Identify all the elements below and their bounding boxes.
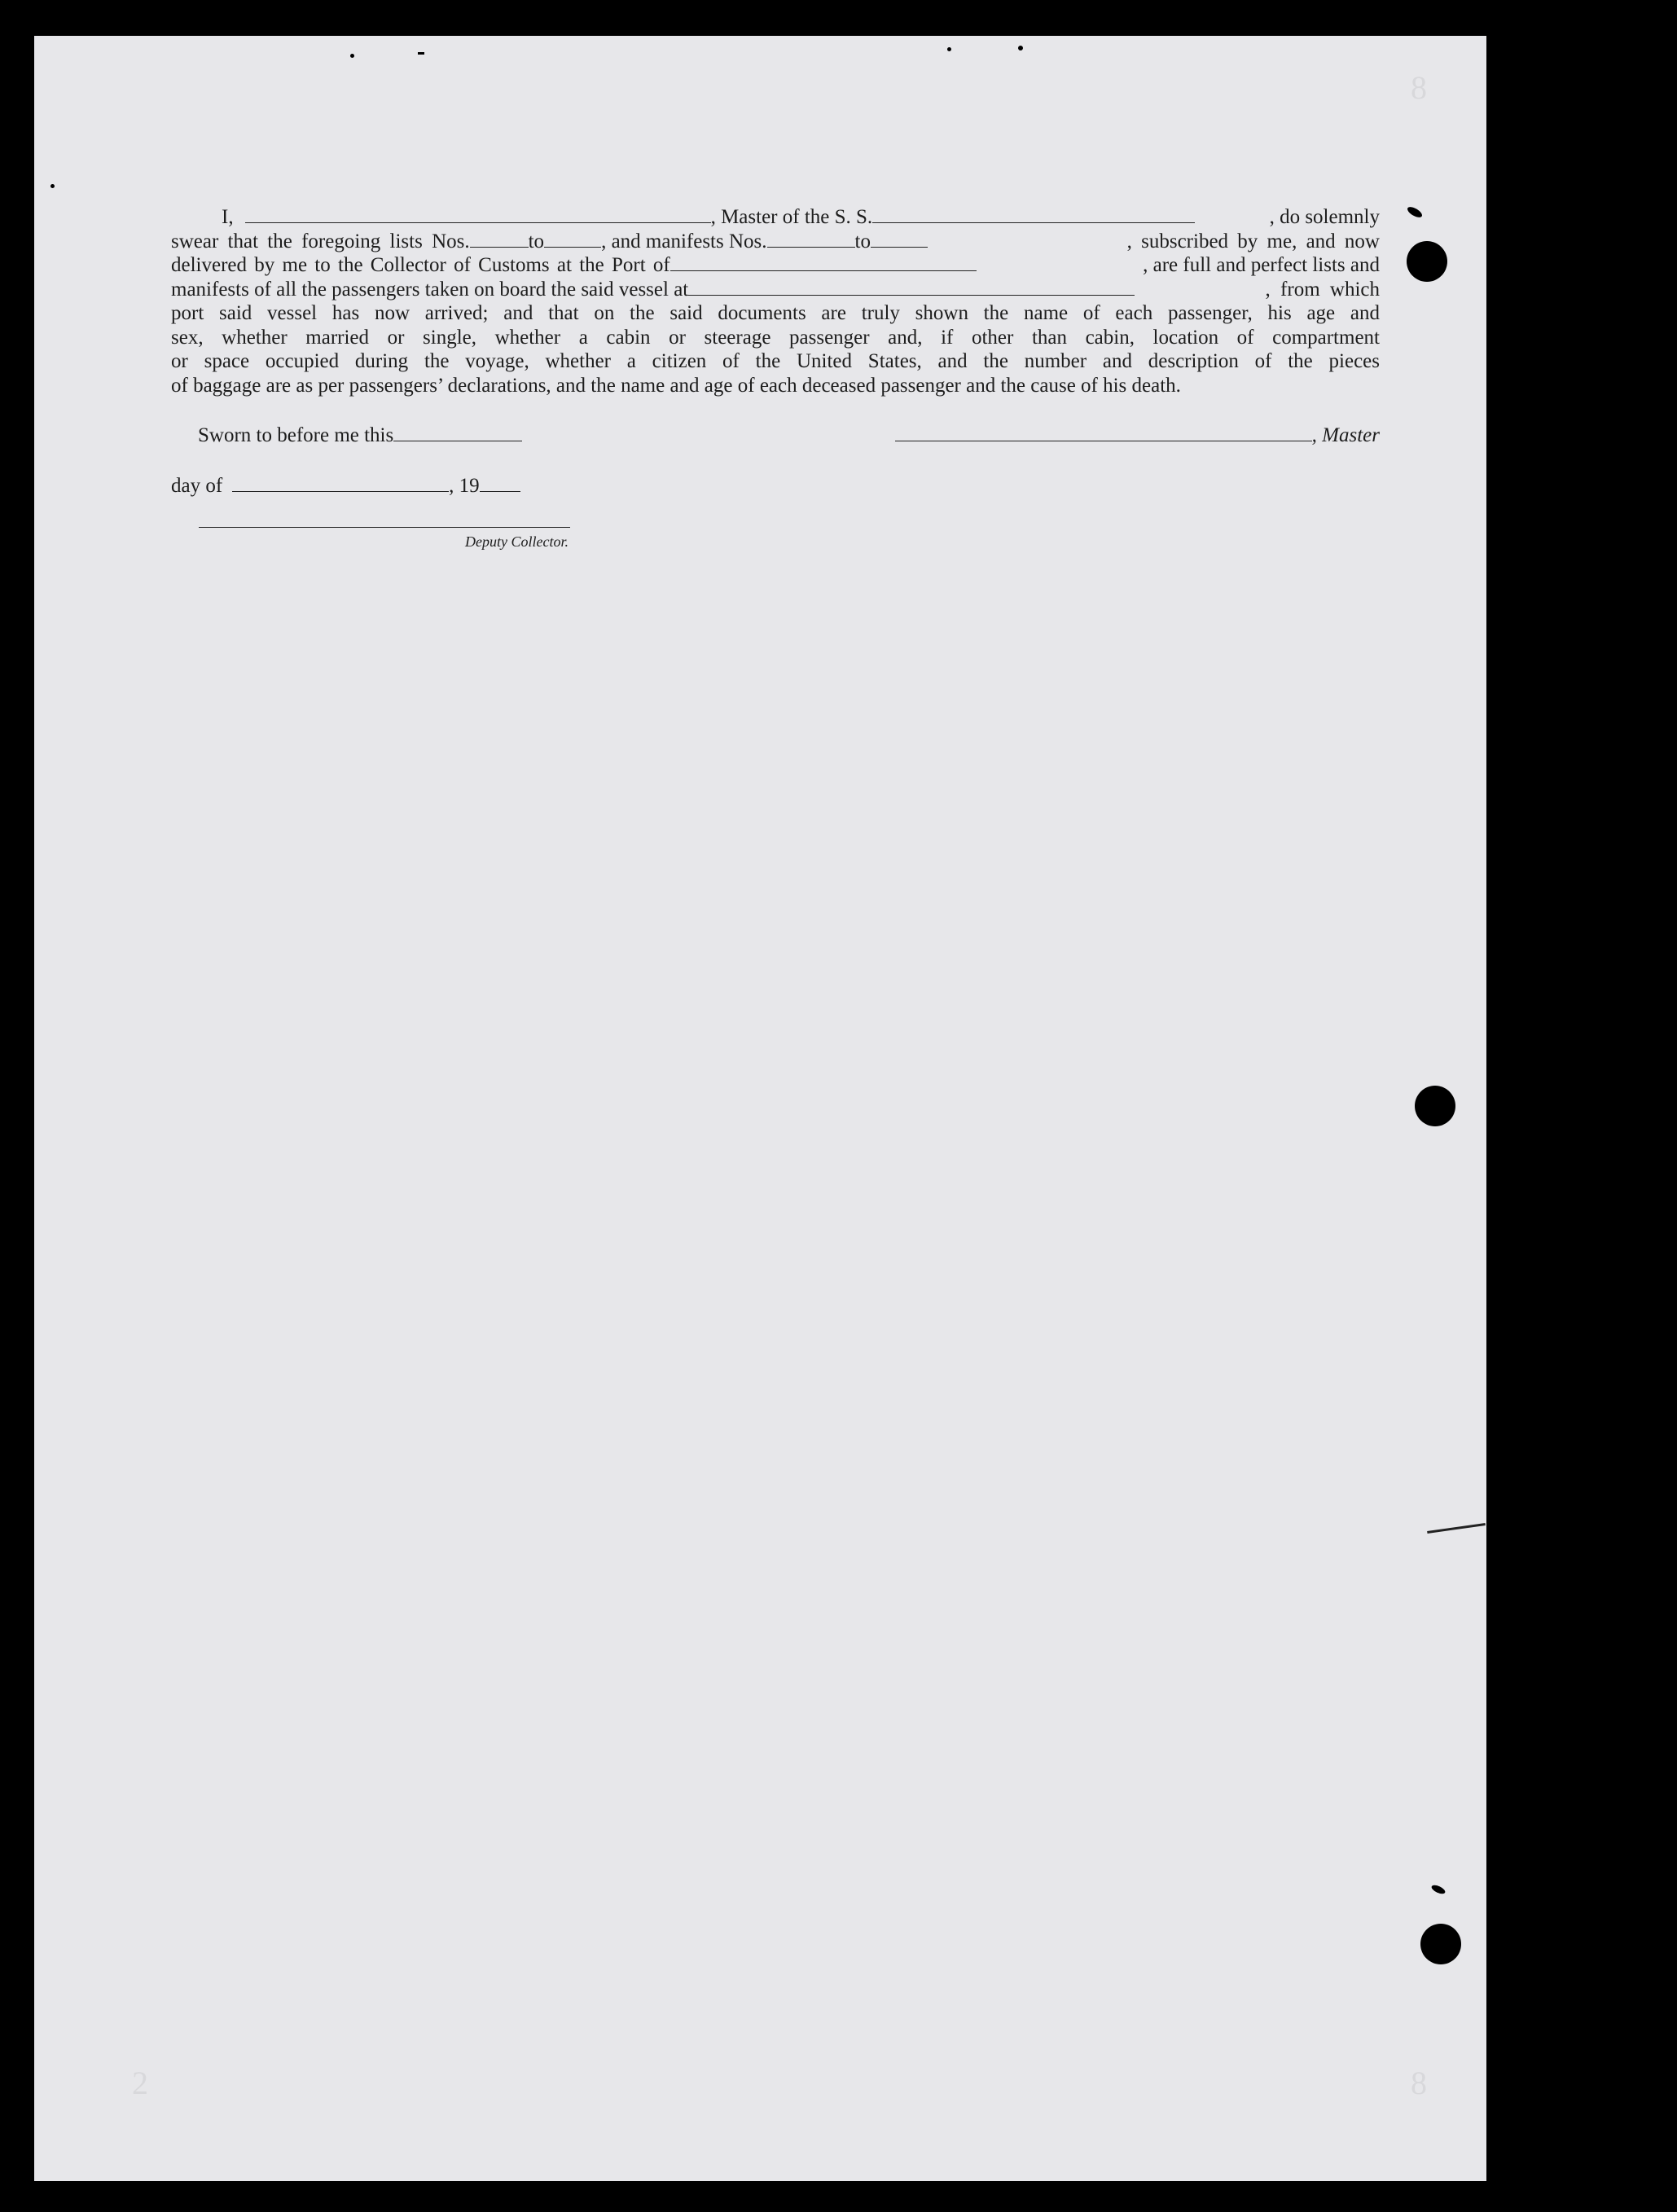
lists-from-field[interactable] (470, 230, 529, 248)
master-label: , Master (1311, 424, 1380, 446)
manifests-from-field[interactable] (767, 230, 855, 248)
sworn-row (171, 424, 1380, 448)
oath-line-1 (171, 205, 1380, 230)
oath-text: , are full and perfect lists and (1143, 254, 1380, 276)
oath-line-3 (171, 253, 1380, 278)
bleed-through-mark: 2 (132, 2065, 148, 2101)
speck-mark (947, 47, 951, 51)
collector-signature (199, 527, 570, 551)
manifests-to-field[interactable] (871, 230, 928, 248)
port-field[interactable] (670, 254, 977, 271)
ship-name-field[interactable] (872, 206, 1195, 223)
oath-line-5: port said vessel has now arrived; and that on the said documents are truly shown the name of each passenger, his age and (171, 302, 1380, 324)
lists-to-field[interactable] (544, 230, 601, 248)
speck-mark (50, 184, 55, 188)
speck-mark (418, 52, 424, 55)
document-page (34, 36, 1486, 2181)
punch-hole (1420, 1924, 1461, 1964)
speck-mark (350, 54, 354, 58)
month-field[interactable] (232, 475, 449, 492)
speck-mark (1018, 46, 1023, 50)
oath-text: to (854, 230, 871, 252)
departure-port-field[interactable] (688, 279, 1135, 296)
master-signature-field[interactable] (895, 424, 1312, 441)
year-field[interactable] (480, 475, 520, 492)
oath-line-4 (171, 278, 1380, 302)
punch-hole (1407, 241, 1447, 282)
oath-line-8: of baggage are as per passengers’ declarations, and the name and age of each deceased passenger and the cause of his death. (171, 374, 1181, 397)
collector-signature-field[interactable] (199, 527, 570, 528)
sworn-day-field[interactable] (393, 424, 522, 441)
day-row (171, 474, 520, 498)
oath-text: , subscribed by me, and now (1126, 230, 1380, 252)
collector-label: Deputy Collector. (465, 533, 569, 550)
oath-text: I, (222, 206, 234, 228)
oath-form (171, 205, 1380, 550)
oath-text: swear that the foregoing lists Nos. (171, 230, 470, 252)
sworn-label: Sworn to before me this (198, 424, 394, 446)
bleed-through-mark: 8 (1411, 2065, 1427, 2101)
oath-text: , and manifests Nos. (601, 230, 767, 252)
day-label: day of (171, 475, 223, 497)
oath-text: , Master of the S. S. (710, 206, 873, 228)
year-prefix: , 19 (449, 475, 480, 497)
punch-hole (1415, 1086, 1455, 1126)
oath-line-7: or space occupied during the voyage, whether a citizen of the United States, and the number and description of the pieces (171, 350, 1380, 372)
oath-line-6: sex, whether married or single, whether a cabin or steerage passenger and, if other than cabin, location of compartment (171, 326, 1380, 349)
oath-text: to (528, 230, 545, 252)
oath-text: , do solemnly (1269, 206, 1380, 228)
oath-text: manifests of all the passengers taken on board the said vessel at (171, 278, 689, 301)
master-name-field[interactable] (245, 206, 711, 223)
oath-line-2 (171, 230, 1380, 254)
bleed-through-mark: 8 (1411, 69, 1427, 106)
oath-text: , from which (1265, 278, 1380, 301)
oath-text: delivered by me to the Collector of Customs at the Port of (171, 254, 670, 276)
